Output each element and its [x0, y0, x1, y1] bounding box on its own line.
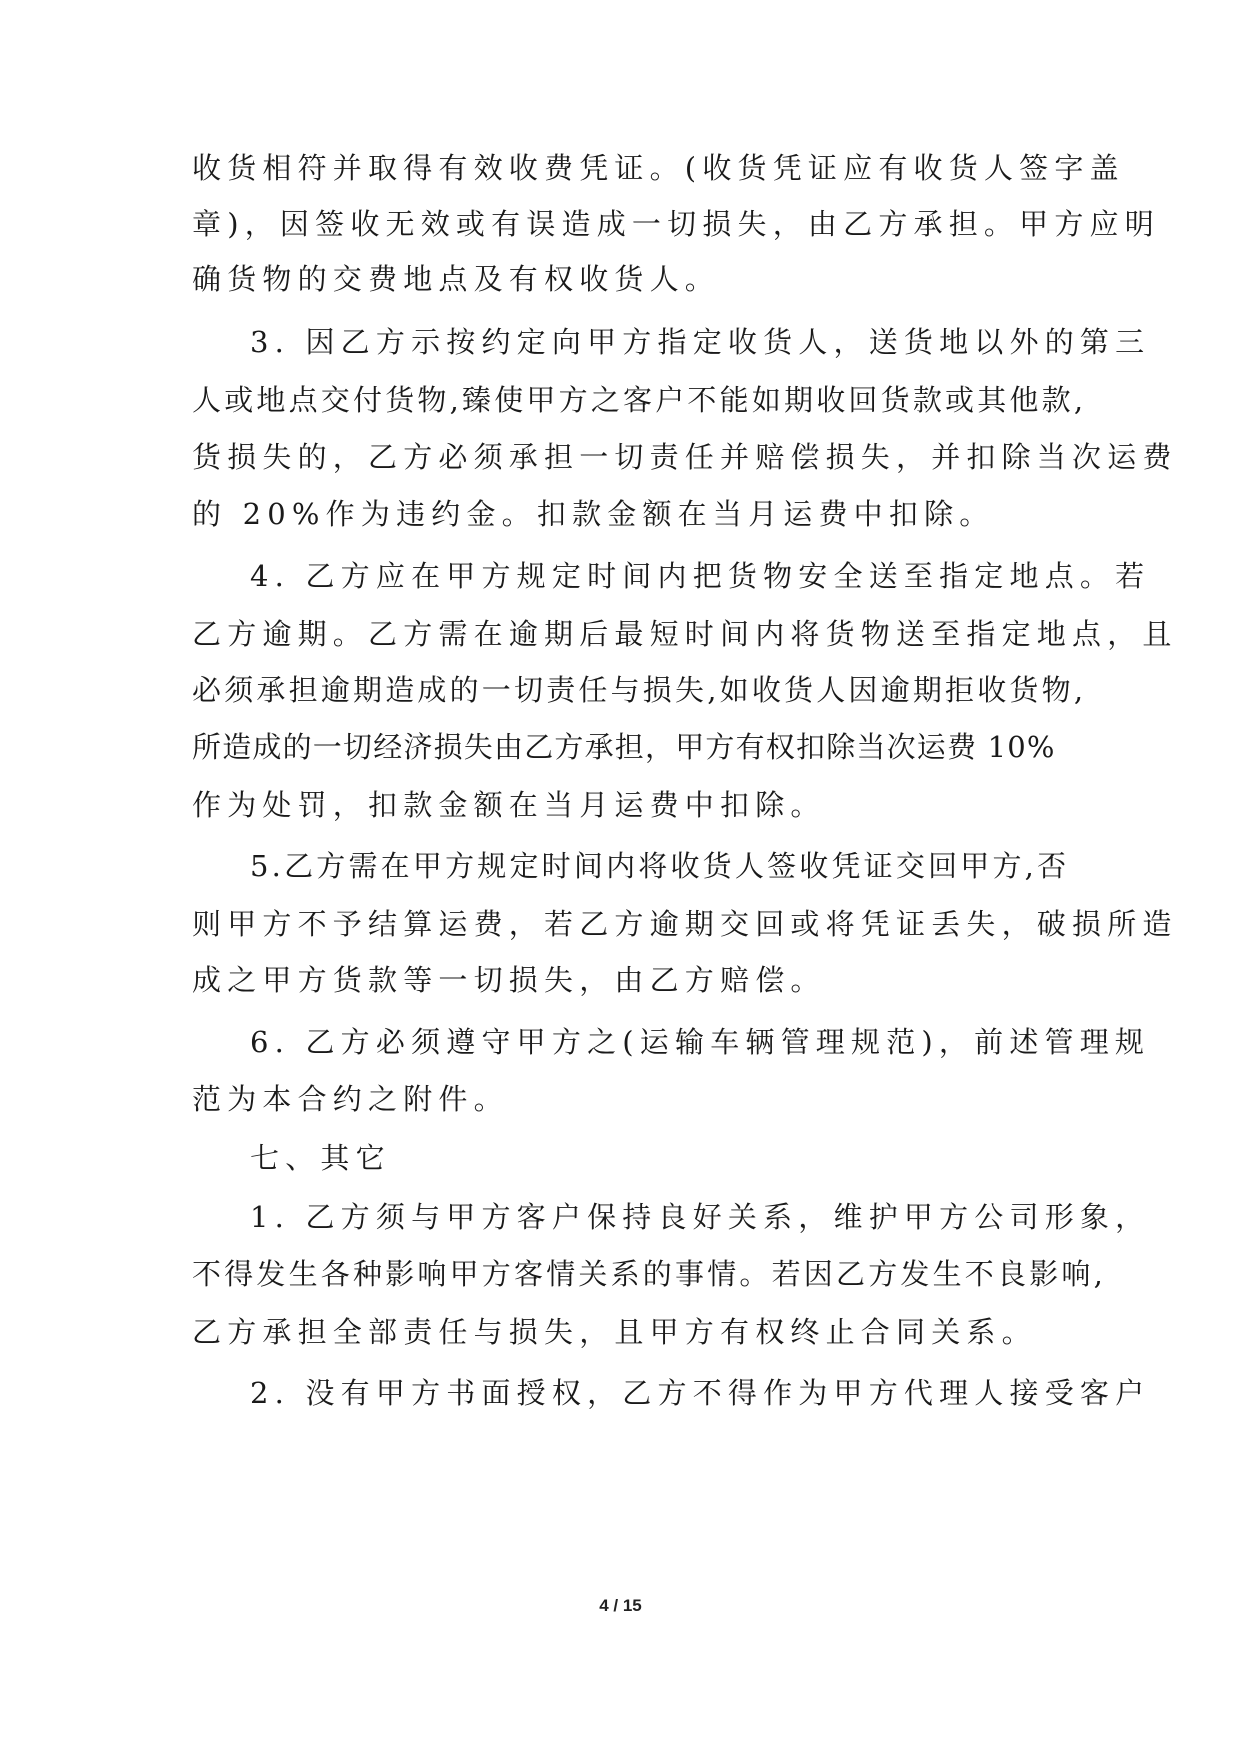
text-line: 所造成的一切经济损失由乙方承担，甲方有权扣除当次运费 10% — [192, 730, 1056, 764]
text-line: 的 20%作为违约金。扣款金额在当月运费中扣除。 — [192, 497, 995, 531]
text-line: 5.乙方需在甲方规定时间内将收货人签收凭证交回甲方,否 — [250, 849, 1070, 883]
text-line: 收货相符并取得有效收费凭证。(收货凭证应有收货人签字盖 — [192, 151, 1125, 185]
text-line: 成之甲方货款等一切损失，由乙方赔偿。 — [192, 963, 826, 997]
text-line: 范为本合约之附件。 — [192, 1082, 509, 1116]
section-heading: 七、其它 — [250, 1141, 391, 1175]
text-line: 人或地点交付货物,臻使甲方之客户不能如期收回货款或其他款, — [192, 383, 1087, 417]
text-line: 6. 乙方必须遵守甲方之(运输车辆管理规范)，前述管理规 — [250, 1025, 1151, 1059]
text-line: 货损失的，乙方必须承担一切责任并赔偿损失，并扣除当次运费 — [192, 440, 1178, 474]
text-line: 确货物的交费地点及有权收货人。 — [192, 262, 721, 296]
text-line: 1. 乙方须与甲方客户保持良好关系，维护甲方公司形象， — [250, 1200, 1151, 1234]
text-line: 乙方承担全部责任与损失，且甲方有权终止合同关系。 — [192, 1315, 1037, 1349]
text-line: 3. 因乙方示按约定向甲方指定收货人，送货地以外的第三 — [250, 325, 1151, 359]
text-line: 4. 乙方应在甲方规定时间内把货物安全送至指定地点。若 — [250, 559, 1151, 593]
text-line: 不得发生各种影响甲方客情关系的事情。若因乙方发生不良影响, — [192, 1257, 1107, 1291]
text-line: 乙方逾期。乙方需在逾期后最短时间内将货物送至指定地点，且 — [192, 617, 1178, 651]
text-line: 章)，因签收无效或有误造成一切损失，由乙方承担。甲方应明 — [192, 207, 1160, 241]
text-line: 则甲方不予结算运费，若乙方逾期交回或将凭证丢失，破损所造 — [192, 907, 1178, 941]
text-line: 2. 没有甲方书面授权，乙方不得作为甲方代理人接受客户 — [250, 1376, 1151, 1410]
page-number: 4 / 15 — [599, 1596, 642, 1615]
text-line: 必须承担逾期造成的一切责任与损失,如收货人因逾期拒收货物, — [192, 673, 1087, 707]
text-line: 作为处罚，扣款金额在当月运费中扣除。 — [192, 788, 826, 822]
